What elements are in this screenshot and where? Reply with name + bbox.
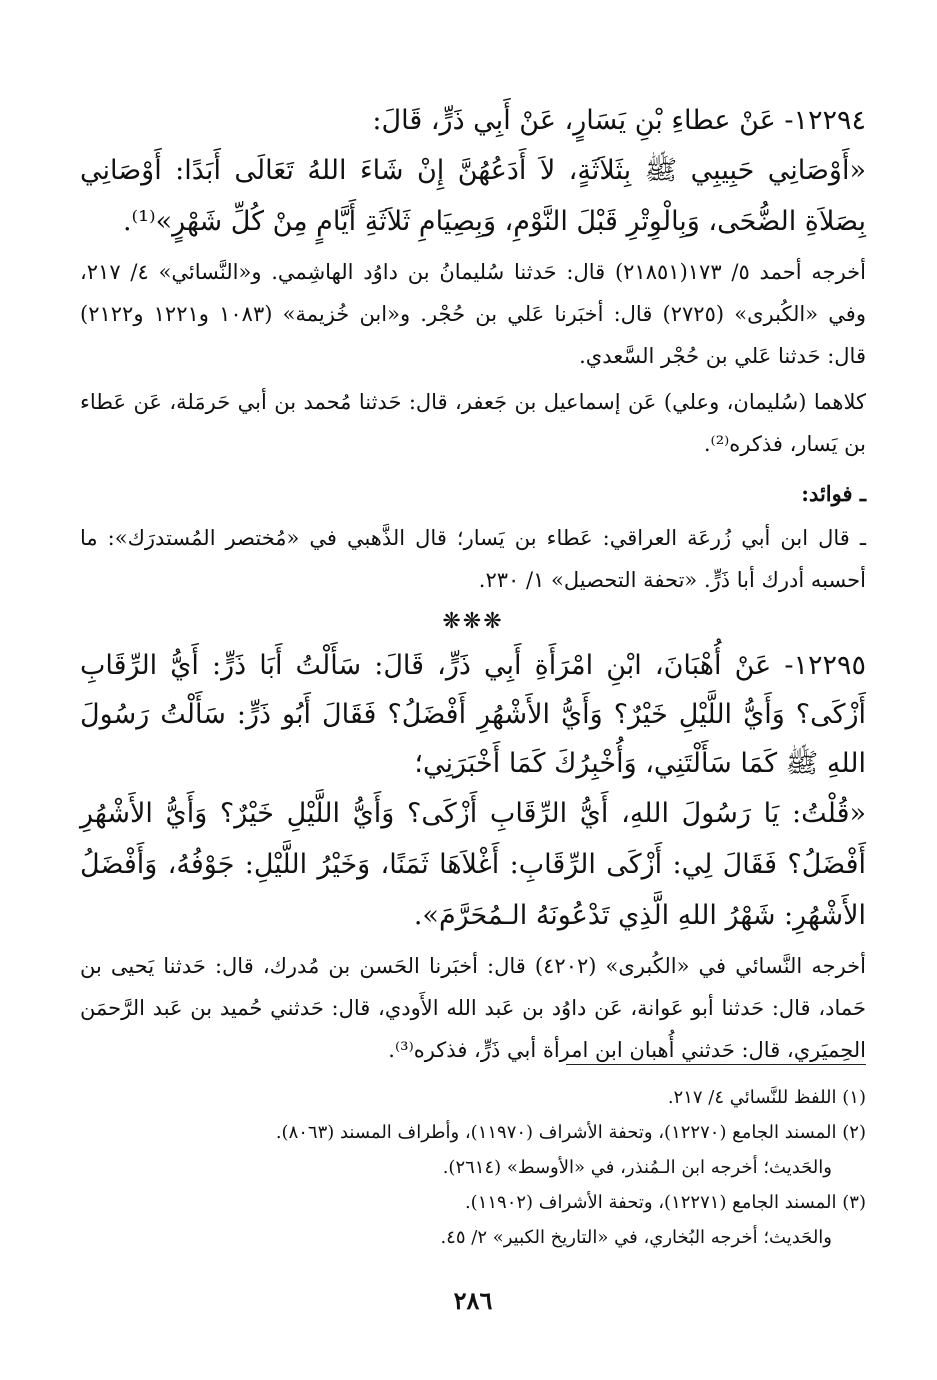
hadith-12294-takhrij-1: أخرجه أحمد ٥/ ١٧٣(٢١٨٥١) قال: حَدثنا سُليمانُ بن داوُد الهاشِمي. و«النَّسائي» ٤/ ٢١٧، وفي «الكُبرى» (٢٧٢٥) قال: أخبَرنا عَلي بن حُجْر. و«ابن خُزيمة» (١٠٨٣ و١٢٢١ و٢١٢٢) قال: حَدثنا عَلي بن حُجْر السَّعدي. bbox=[80, 260, 866, 368]
hadith-12295-takhrij: أخرجه النَّسائي في «الكُبرى» (٤٢٠٢) قال: أخبَرنا الحَسن بن مُدرك، قال: حَدثنا يَحيى بن حَماد، قال: حَدثنا أبو عَوانة، عَن داوُد بن عَبد الله الأَودي، قال: حَدثني حُميد بن عَبد الرَّحمَن الحِميَري، قال: حَدثني أُهبان ابن امرأة أبي ذَرٍّ، فذكره⁽³⁾. bbox=[80, 954, 866, 1062]
fawaid-heading: ـ فوائد: bbox=[801, 481, 866, 506]
footnote-3-continued: والحَديث؛ أخرجه البُخاري، في «التاريخ الكبير» ٢/ ٤٥. bbox=[440, 1227, 832, 1248]
footnote-1: (١) اللفظ للنَّسائي ٤/ ٢١٧. bbox=[667, 1087, 866, 1108]
section-separator: ❋❋❋ bbox=[442, 609, 504, 634]
hadith-12295-matn: «قُلْتُ: يَا رَسُولَ اللهِ، أَيُّ الرِّقَابِ أَزْكَى؟ وَأَيُّ اللَّيْلِ خَيْرٌ؟ وَأَيُّ الأَشْهُرِ أَفْضَلُ؟ فَقَالَ لِي: أَزْكَى الرِّقَابِ: أَغْلاَهَا ثَمَنًا، وَخَيْرُ اللَّيْلِ: جَوْفُهُ، وَأَفْضَلُ الأَشْهُرِ: شَهْرُ اللهِ الَّذِي تَدْعُونَهُ الـمُحَرَّمَ». bbox=[80, 798, 866, 931]
fawaid-text: ـ قال ابن أبي زُرعَة العراقي: عَطاء بن يَسار؛ قال الذَّهبي في «مُختصر المُستدرَك»: ما أحسبه أدرك أبا ذَرٍّ. «تحفة التحصيل» ١/ ٢٣٠. bbox=[80, 526, 866, 592]
footnote-divider bbox=[566, 1064, 866, 1065]
footnote-2-continued: والحَديث؛ أخرجه ابن الـمُنذر، في «الأوسط» (٢٦١٤). bbox=[442, 1157, 832, 1178]
hadith-12294-takhrij-2: كلاهما (سُليمان، وعلي) عَن إسماعيل بن جَعفر، قال: حَدثنا مُحمد بن أبي حَرمَلة، عَن عَطاء بن يَسار، فذكره⁽²⁾. bbox=[80, 390, 866, 456]
footnote-2: (٢) المسند الجامع (١٢٢٧٠)، وتحفة الأشراف (١١٩٧٠)، وأطراف المسند (٨٠٦٣). bbox=[275, 1122, 866, 1143]
footnote-3: (٣) المسند الجامع (١٢٢٧١)، وتحفة الأشراف (١١٩٠٢). bbox=[464, 1192, 866, 1213]
hadith-12294-header: ١٢٢٩٤- عَنْ عطاءِ بْنِ يَسَارٍ، عَنْ أَبِي ذَرٍّ، قَالَ: bbox=[372, 105, 866, 136]
hadith-12294-matn: «أَوْصَانِي حَبِيبِي ﷺ بِثَلاَثَةٍ، لاَ أَدَعُهُنَّ إِنْ شَاءَ اللهُ تَعَالَى أَبَدًا: أَوْصَانِي بِصَلاَةِ الضُّحَى، وَبِالْوِتْرِ قَبْلَ النَّوْمِ، وَبِصِيَامِ ثَلاَثَةِ أَيَّامٍ مِنْ كُلِّ شَهْرٍ»⁽¹⁾. bbox=[80, 155, 866, 237]
page-body bbox=[80, 96, 866, 1315]
hadith-12295-header: ١٢٢٩٥- عَنْ أُهْبَانَ، ابْنِ امْرَأَةِ أَبِي ذَرٍّ، قَالَ: سَأَلْتُ أَبَا ذَرٍّ: أَيُّ الرِّقَابِ أَزْكَى؟ وَأَيُّ اللَّيْلِ خَيْرٌ؟ وَأَيُّ الأَشْهُرِ أَفْضَلُ؟ فَقَالَ أَبُو ذَرٍّ: سَأَلْتُ رَسُولَ اللهِ ﷺ كَمَا سَأَلْتَنِي، وَأُخْبِرُكَ كَمَا أَخْبَرَنِي؛ bbox=[80, 650, 866, 779]
page-number: ٢٨٦ bbox=[453, 1286, 493, 1315]
footnotes bbox=[80, 1080, 866, 1255]
